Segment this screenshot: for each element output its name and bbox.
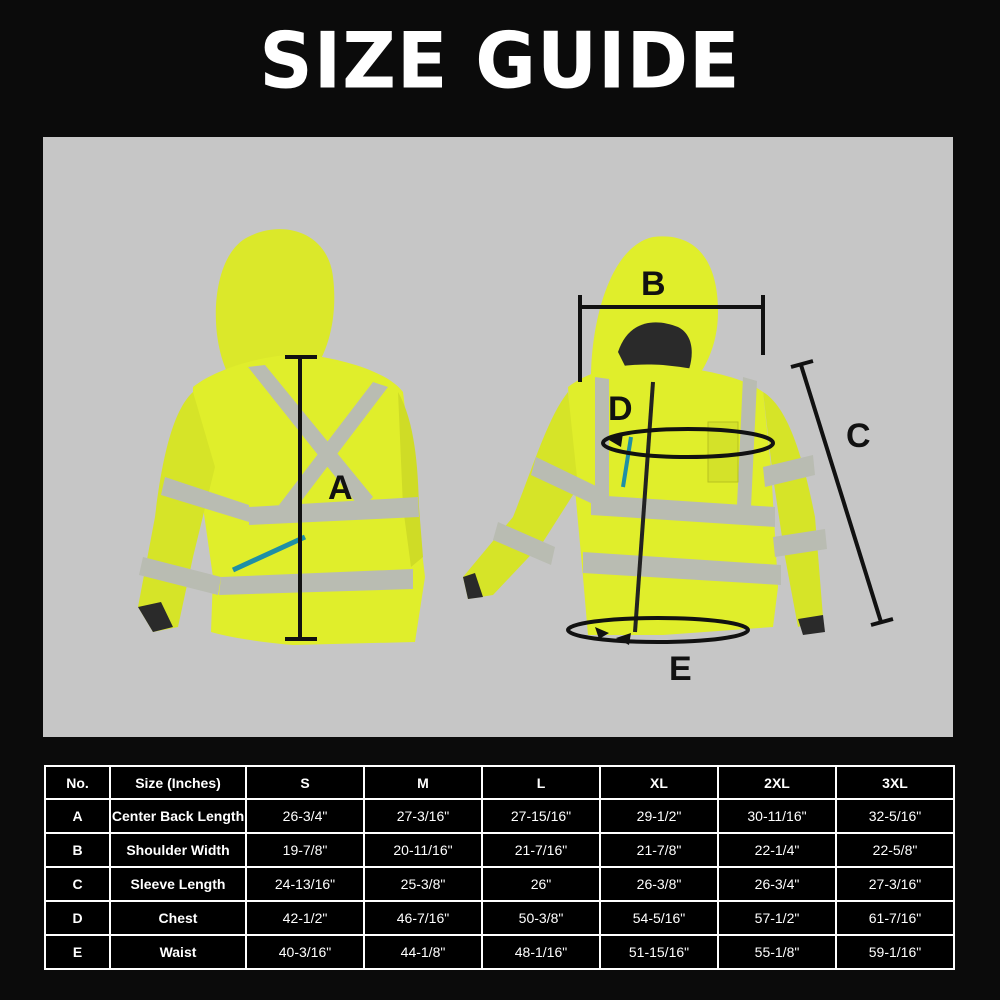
row-code: A (45, 799, 110, 833)
label-d: D (608, 390, 633, 428)
table-cell: 20-11/16" (364, 833, 482, 867)
header-s: S (246, 766, 364, 799)
table-row (45, 935, 954, 969)
table-cell: 51-15/16" (600, 935, 718, 969)
table-cell: 26-3/4" (246, 799, 364, 833)
row-code: B (45, 833, 110, 867)
table-cell: 48-1/16" (482, 935, 600, 969)
table-cell: 25-3/8" (364, 867, 482, 901)
table-cell: 27-3/16" (364, 799, 482, 833)
row-code: E (45, 935, 110, 969)
table-cell: 22-1/4" (718, 833, 836, 867)
table-cell: 57-1/2" (718, 901, 836, 935)
table-cell: 50-3/8" (482, 901, 600, 935)
table-cell: 59-1/16" (836, 935, 954, 969)
size-chart-table (44, 765, 955, 970)
table-cell: 26" (482, 867, 600, 901)
header-3xl: 3XL (836, 766, 954, 799)
table-header-row (45, 766, 954, 799)
jacket-illustration (43, 137, 953, 737)
table-cell: 22-5/8" (836, 833, 954, 867)
row-label: Sleeve Length (110, 867, 246, 901)
header-2xl: 2XL (718, 766, 836, 799)
table-cell: 46-7/16" (364, 901, 482, 935)
jacket-diagram (43, 137, 953, 737)
table-cell: 55-1/8" (718, 935, 836, 969)
label-c: C (846, 417, 871, 455)
header-no: No. (45, 766, 110, 799)
label-e: E (669, 650, 692, 688)
table-cell: 54-5/16" (600, 901, 718, 935)
table-cell: 44-1/8" (364, 935, 482, 969)
table-cell: 30-11/16" (718, 799, 836, 833)
row-label: Chest (110, 901, 246, 935)
table-cell: 19-7/8" (246, 833, 364, 867)
header-l: L (482, 766, 600, 799)
row-label: Center Back Length (110, 799, 246, 833)
table-cell: 24-13/16" (246, 867, 364, 901)
table-row (45, 833, 954, 867)
table-row (45, 867, 954, 901)
table-cell: 61-7/16" (836, 901, 954, 935)
row-label: Shoulder Width (110, 833, 246, 867)
jacket-back-view (138, 229, 425, 645)
row-label: Waist (110, 935, 246, 969)
table-cell: 21-7/8" (600, 833, 718, 867)
header-xl: XL (600, 766, 718, 799)
table-cell: 40-3/16" (246, 935, 364, 969)
header-m: M (364, 766, 482, 799)
table-cell: 26-3/4" (718, 867, 836, 901)
table-cell: 42-1/2" (246, 901, 364, 935)
table-cell: 27-3/16" (836, 867, 954, 901)
table-cell: 26-3/8" (600, 867, 718, 901)
label-b: B (641, 265, 666, 303)
table-cell: 32-5/16" (836, 799, 954, 833)
table-cell: 21-7/16" (482, 833, 600, 867)
table-cell: 29-1/2" (600, 799, 718, 833)
header-size-inches: Size (Inches) (110, 766, 246, 799)
table-cell: 27-15/16" (482, 799, 600, 833)
page-title: SIZE GUIDE (259, 15, 741, 107)
table-row (45, 799, 954, 833)
table-row (45, 901, 954, 935)
row-code: C (45, 867, 110, 901)
label-a: A (328, 469, 353, 507)
row-code: D (45, 901, 110, 935)
